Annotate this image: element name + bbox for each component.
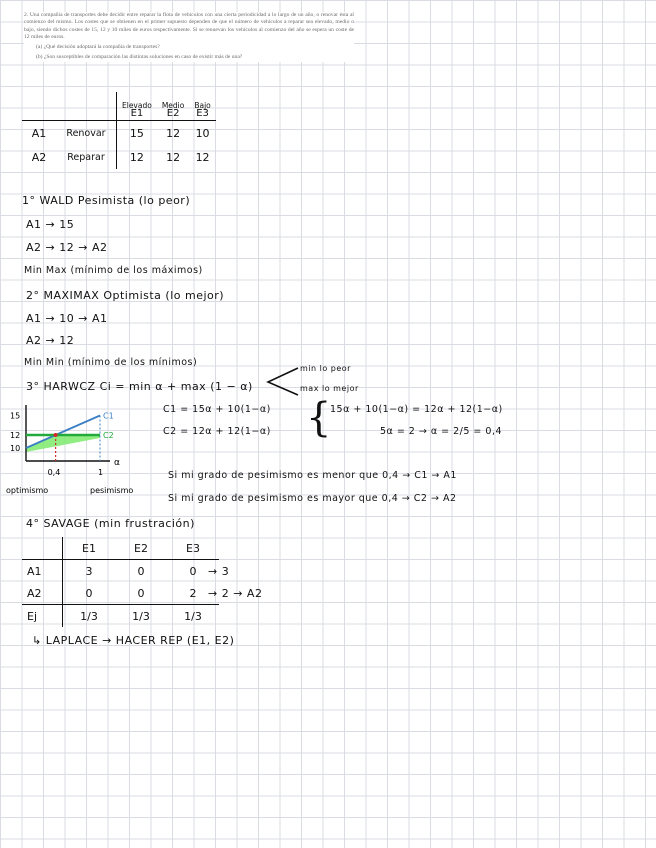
decision-matrix	[22, 92, 216, 169]
hurwicz-eq-1: 15α + 10(1−α) = 12α + 12(1−α)	[330, 404, 503, 415]
label-c1: C1	[103, 411, 114, 421]
hurwicz-c2: C2 = 12α + 12(1−α)	[163, 426, 271, 437]
intersection-point	[54, 433, 58, 437]
regret-row: A1 3 0 0	[22, 560, 219, 583]
probability-row: Ej 1/3 1/3 1/3	[22, 605, 219, 628]
question-b: (b) ¿Son susceptibles de comparación las distintas soluciones en caso de existir más de una?	[36, 54, 243, 61]
problem-statement	[24, 12, 354, 62]
hurwicz-note-max: max lo mejor	[300, 384, 359, 393]
hurwicz-eq-2: 5α = 2 → α = 2/5 = 0,4	[380, 426, 503, 437]
regret-row: A2 0 0 2	[22, 582, 219, 605]
savage-title: 4° SAVAGE (min frustración)	[26, 517, 195, 530]
wald-line-2: A2 → 12 → A2	[26, 241, 108, 254]
maximax-line-1: A1 → 10 → A1	[26, 312, 108, 325]
savage-result-2: → 2 → A2	[208, 587, 263, 600]
regret-matrix: E1 E2 E3 A1 3 0 0 A2 0 0 2 Ej 1/3 1/3 1/3	[22, 537, 219, 627]
wald-rule: Min Max (mínimo de los máximos)	[24, 265, 203, 276]
hurwicz-graph	[0, 395, 150, 500]
savage-result-1: → 3	[208, 565, 230, 578]
hurwicz-c1: C1 = 15α + 10(1−α)	[163, 404, 271, 415]
hurwicz-note-min: min lo peor	[300, 364, 351, 373]
hurwicz-conclusion-1: Si mi grado de pesimismo es menor que 0,4 → C1 → A1	[168, 470, 457, 481]
x-tick-1: 1	[98, 468, 104, 477]
equation-brace: {	[306, 395, 332, 441]
label-c2: C2	[103, 431, 114, 440]
label-pesimismo: pesimismo	[90, 486, 134, 495]
maximax-rule: Min Min (mínimo de los mínimos)	[24, 357, 198, 368]
question-a: (a) ¿Qué decisión adoptará la compañía de transportes?	[36, 44, 160, 51]
wald-title: 1° WALD Pesimista (lo peor)	[22, 194, 191, 207]
x-tick-0-4: 0,4	[47, 468, 61, 477]
label-optimismo: optimismo	[6, 486, 49, 495]
wald-line-1: A1 → 15	[26, 218, 75, 231]
matrix-header-elevado: Elevado E1	[117, 92, 157, 121]
maximax-line-2: A2 → 12	[26, 334, 75, 347]
x-axis-label: α	[114, 458, 120, 468]
laplace-line: ↳ LAPLACE → HACER REP (E1, E2)	[32, 634, 235, 647]
y-tick-15: 15	[10, 411, 21, 421]
maximax-title: 2° MAXIMAX Optimista (lo mejor)	[26, 289, 225, 302]
problem-number: 2.	[24, 12, 29, 18]
y-tick-12: 12	[10, 431, 21, 440]
hurwicz-title: 3° HARWCZ Ci = min α + max (1 − α)	[26, 380, 253, 393]
problem-text: Una compañía de transportes debe decidir entre reparar la flota de vehículos con una cierta periodicidad a lo largo de un año, o renovar ésta al comienzo del mismo. Los costes que se obtienen en el primer supuesto dependen de que el número de vehículos a reparar sea elevado, medio o bajo, siendo dichos costes de 15, 12 y 10 miles de euros respectivamente. Si se renuevan los vehículos al comienzo del año se espera un coste de 12 miles de euros.	[24, 12, 354, 40]
matrix-row: A1 Renovar 15 12 10	[22, 121, 216, 146]
hurwicz-conclusion-2: Si mi grado de pesimismo es mayor que 0,4 → C2 → A2	[168, 493, 457, 504]
matrix-row: A2 Reparar 12 12 12	[22, 145, 216, 169]
matrix-header-medio: Medio E2	[157, 92, 190, 121]
matrix-header-bajo: Bajo E3	[189, 92, 215, 121]
y-tick-10: 10	[10, 444, 21, 453]
